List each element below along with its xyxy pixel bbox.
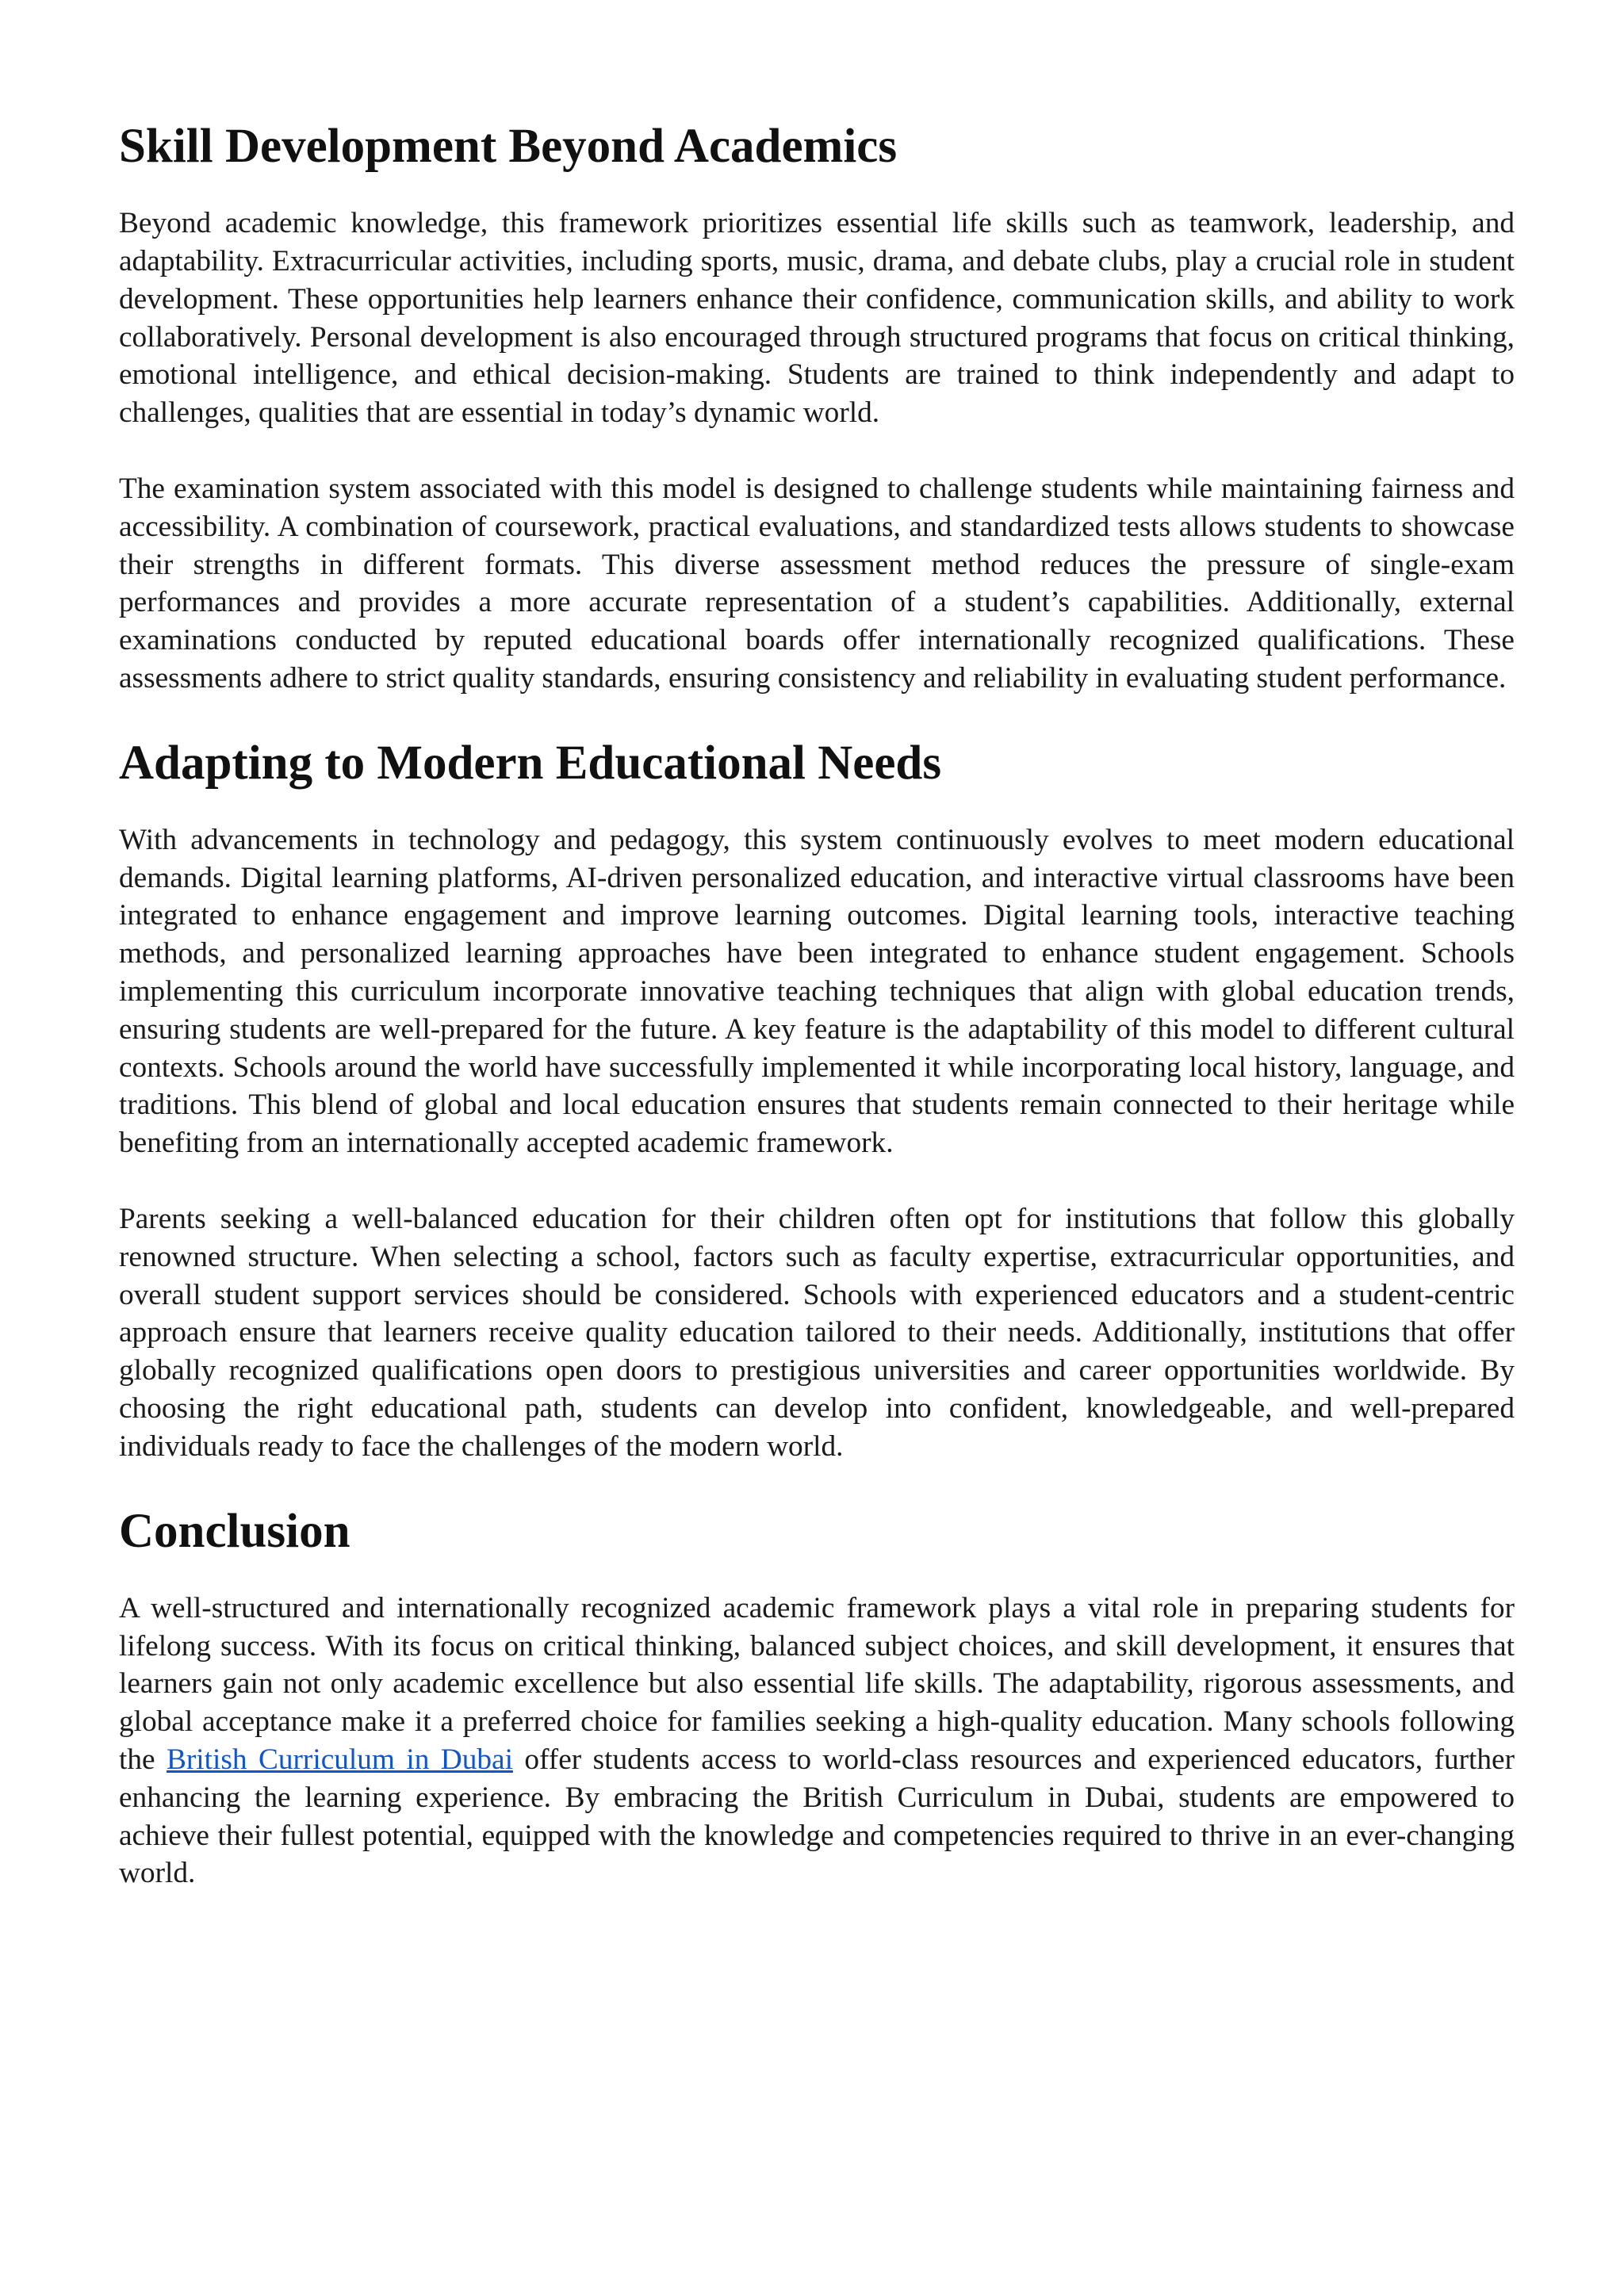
heading-conclusion: Conclusion (119, 1504, 350, 1558)
conclusion-text-before-link: A well-structured and internationally recognized academic framework plays a vital role in preparing students for lifelong success. With its focus on critical thinking, balanced subject choices, and skill development, it ensures that learners gain not only academic excellence but also essential life skills. The adaptability, rigorous assessments, and global acceptance make it a preferred choice for families seeking a high-quality education. Many schools following the (119, 1591, 1515, 1776)
heading-adapting-modern-needs: Adapting to Modern Educational Needs (119, 736, 942, 790)
paragraph-skill-development-2: The examination system associated with this model is designed to challenge students while maintaining fairness and accessibility. A combination of coursework, practical evaluations, and standardized tests allows students to showcase their strengths in different formats. This diverse assessment method reduces the pressure of single-exam performances and provides a more accurate representation of a student’s capabilities. Additionally, external examinations conducted by reputed educational boards offer internationally recognized qualifications. These assessments adhere to strict quality standards, ensuring consistency and reliability in evaluating student performance. (119, 472, 1515, 695)
paragraph-conclusion (119, 1590, 1515, 1892)
paragraph-adapting-1: With advancements in technology and pedagogy, this system continuously evolves to meet modern educational demands. Digital learning platforms, AI-driven personalized education, and interactive virtual classrooms have been integrated to enhance engagement and improve learning outcomes. Digital learning tools, interactive teaching methods, and personalized learning approaches have been integrated to enhance student engagement. Schools implementing this curriculum incorporate innovative teaching techniques that align with global education trends, ensuring students are well-prepared for the future. A key feature is the adaptability of this model to different cultural contexts. Schools around the world have successfully implemented it while incorporating local history, language, and traditions. This blend of global and local education ensures that students remain connected to their heritage while benefiting from an internationally accepted academic framework. (119, 823, 1515, 1160)
heading-skill-development: Skill Development Beyond Academics (119, 120, 898, 173)
conclusion-text-after-link: offer students access to world-class resources and experienced educators, further enhancing the learning experience. By embracing the British Curriculum in Dubai, students are empowered to achieve their fullest potential, equipped with the knowledge and competencies required to thrive in an ever-changing world. (119, 1743, 1515, 1890)
paragraph-skill-development-1: Beyond academic knowledge, this framework prioritizes essential life skills such as teamwork, leadership, and adaptability. Extracurricular activities, including sports, music, drama, and debate clubs, play a crucial role in student development. These opportunities help learners enhance their confidence, communication skills, and ability to work collaboratively. Personal development is also encouraged through structured programs that focus on critical thinking, emotional intelligence, and ethical decision-making. Students are trained to think independently and adapt to challenges, qualities that are essential in today’s dynamic world. (119, 207, 1515, 430)
paragraph-adapting-2: Parents seeking a well-balanced education for their children often opt for institutions that follow this globally renowned structure. When selecting a school, factors such as faculty expertise, extracurricular opportunities, and overall student support services should be considered. Schools with experienced educators and a student-centric approach ensure that learners receive quality education tailored to their needs. Additionally, institutions that offer globally recognized qualifications open doors to prestigious universities and career opportunities worldwide. By choosing the right educational path, students can develop into confident, knowledgeable, and well-prepared individuals ready to face the challenges of the modern world. (119, 1203, 1515, 1463)
document-page (119, 119, 1515, 1931)
british-curriculum-link[interactable]: British Curriculum in Dubai (167, 1743, 513, 1776)
